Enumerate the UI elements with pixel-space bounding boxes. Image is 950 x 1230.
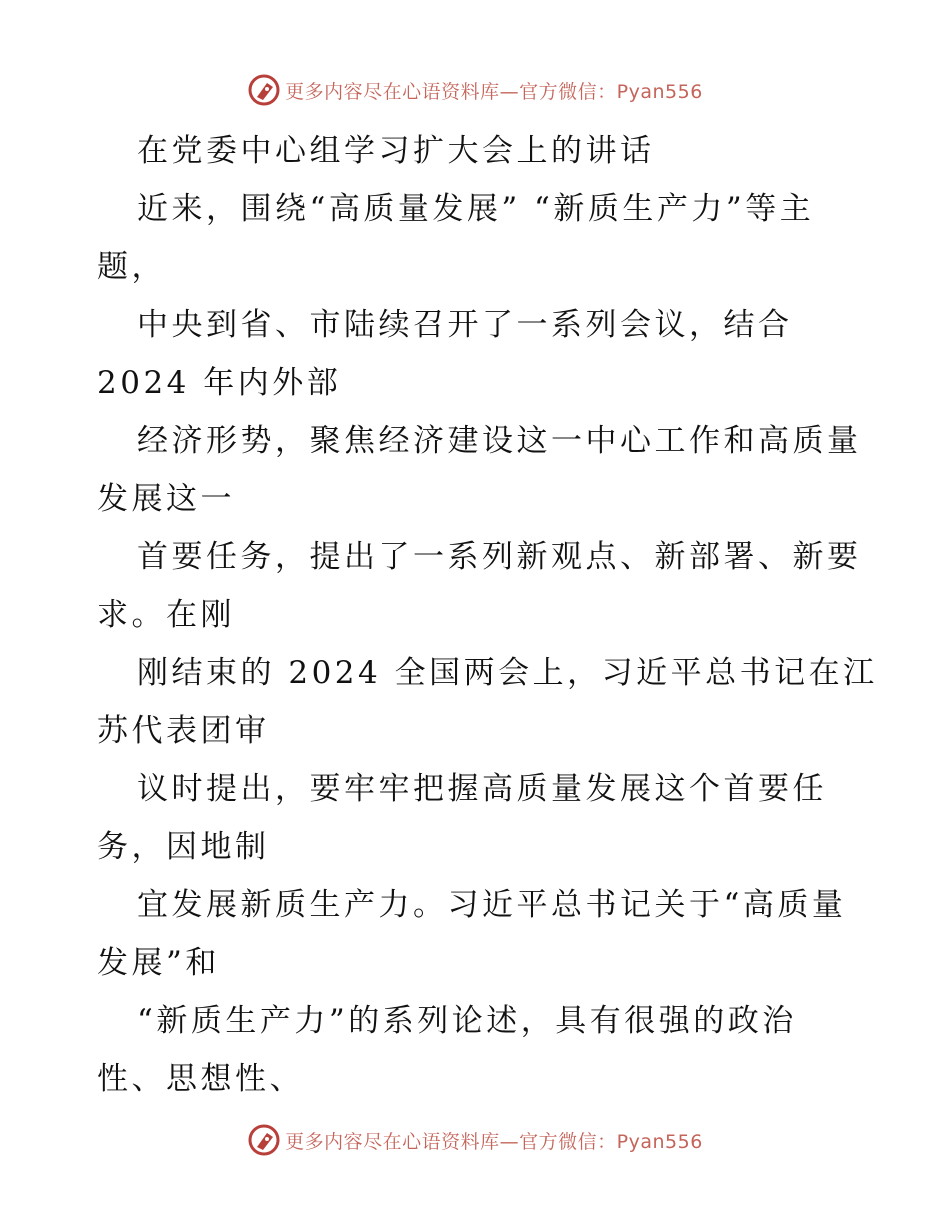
paragraph-line: 2024 年内外部: [97, 365, 342, 401]
paragraph-line: 务，因地制: [97, 829, 270, 865]
paragraph-line: 经济形势，聚焦经济建设这一中心工作和高质量: [137, 423, 862, 459]
paragraph-line: “新质生产力”的系列论述，具有很强的政治: [137, 1003, 797, 1039]
paragraph-line: 求。在刚: [97, 597, 235, 633]
document-title: 在党委中心组学习扩大会上的讲话: [137, 133, 655, 169]
pen-nib-circle-icon: [247, 73, 281, 107]
paragraph-line: 近来，围绕“高质量发展” “新质生产力”等主: [137, 191, 815, 227]
header-banner: [0, 70, 950, 110]
paragraph-line: 发展”和: [97, 945, 220, 981]
footer-banner: [0, 1120, 950, 1160]
paragraph-line: 性、思想性、: [97, 1061, 304, 1097]
paragraph-line: 宜发展新质生产力。习近平总书记关于“高质量: [137, 887, 847, 923]
paragraph-line: 议时提出，要牢牢把握高质量发展这个首要任: [137, 771, 827, 807]
paragraph-line: 发展这一: [97, 481, 235, 517]
paragraph-line: 苏代表团审: [97, 713, 270, 749]
footer-banner-text: 更多内容尽在心语资料库—官方微信：Pyan556: [285, 1130, 703, 1153]
paragraph-line: 中央到省、市陆续召开了一系列会议，结合: [137, 307, 793, 343]
header-banner-text: 更多内容尽在心语资料库—官方微信：Pyan556: [285, 80, 703, 103]
paragraph-line: 刚结束的 2024 全国两会上，习近平总书记在江: [137, 655, 878, 691]
pen-nib-circle-icon: [247, 1123, 281, 1157]
document-body: [97, 122, 878, 1108]
paragraph-line: 题，: [97, 249, 166, 285]
paragraph-line: 首要任务，提出了一系列新观点、新部署、新要: [137, 539, 862, 575]
